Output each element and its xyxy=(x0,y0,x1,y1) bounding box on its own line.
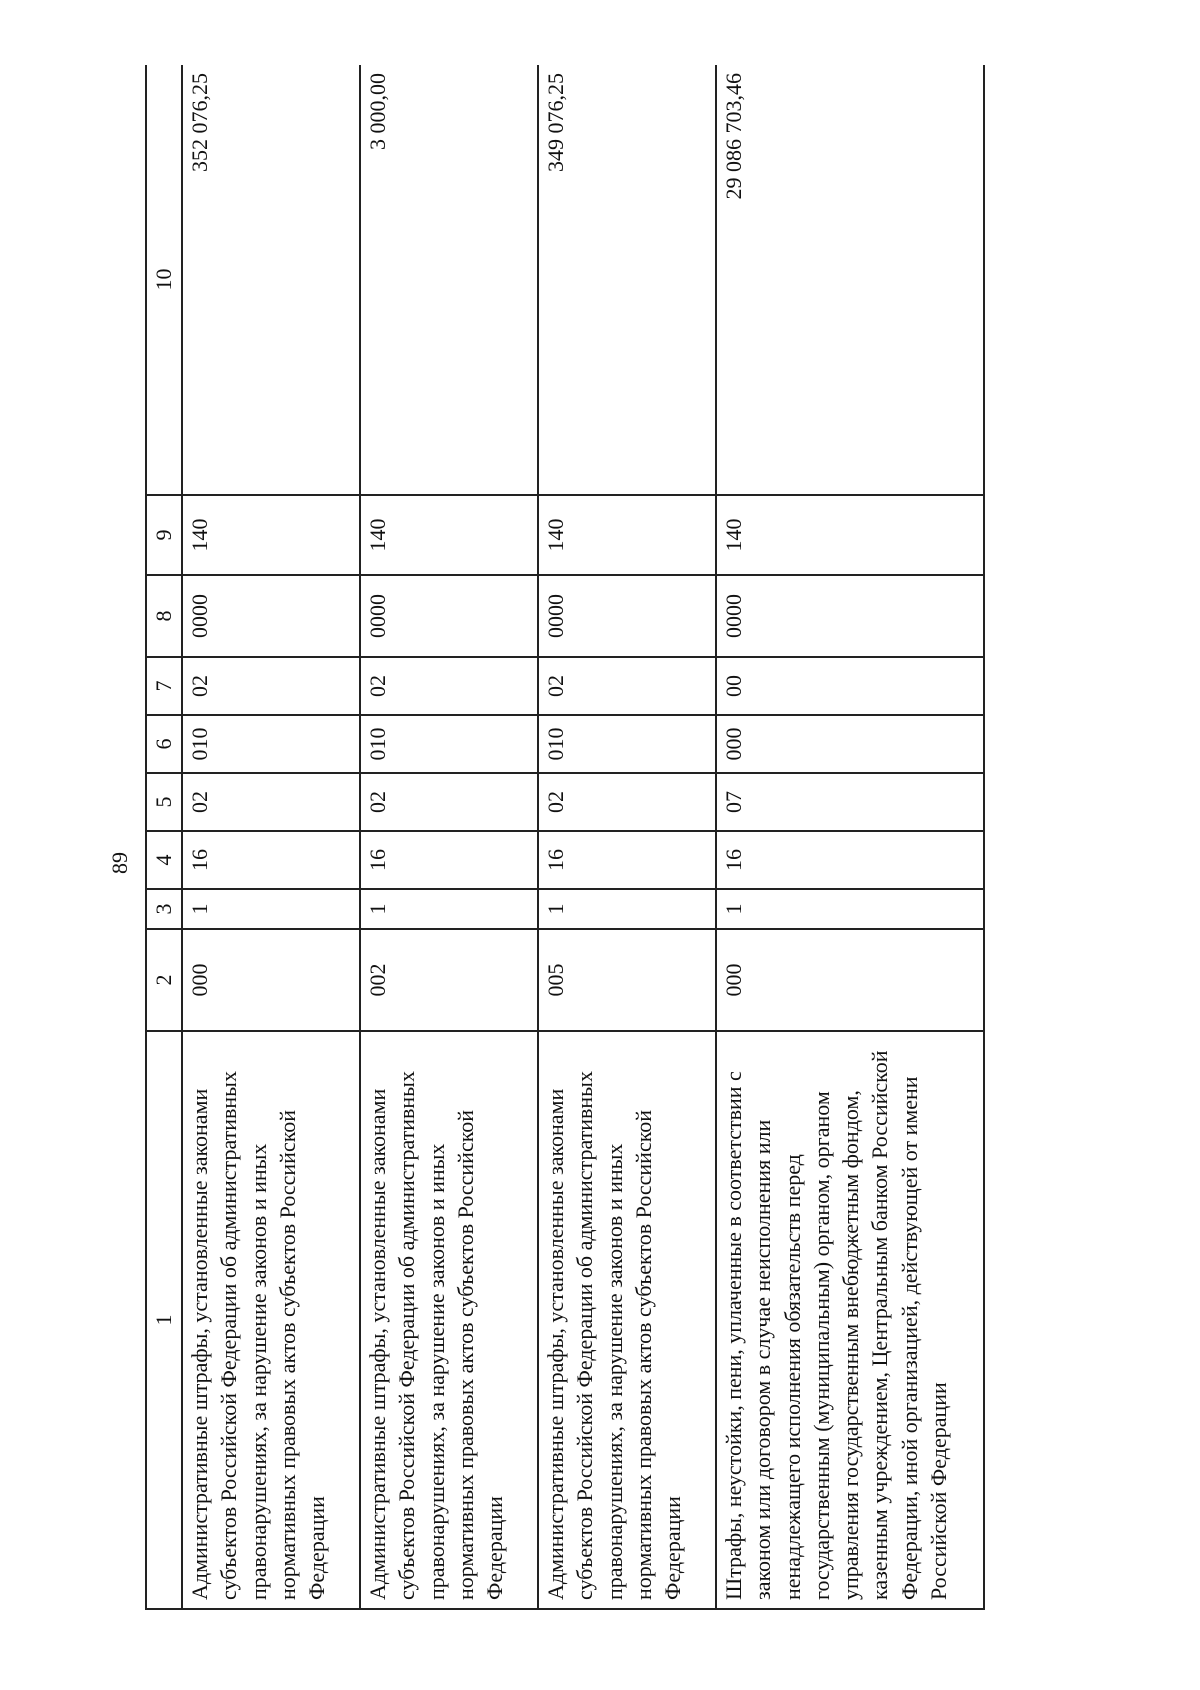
revenue-description: Административные штрафы, установленные законами субъектов Российской Федерации об административных правонарушениях, за нарушение законов и иных нормативных правовых актов субъектов Российской Федерации xyxy=(538,1031,716,1609)
subarticle-code: 010 xyxy=(360,715,538,773)
header-row xyxy=(146,65,182,1609)
program-code: 0000 xyxy=(716,575,984,657)
element-code: 00 xyxy=(716,657,984,715)
amount-value: 29 086 703,46 xyxy=(716,65,984,495)
revenue-description: Штрафы, неустойки, пени, уплаченные в соответствии с законом или договором в случае неисполнения или ненадлежащего исполнения обязательств перед государственным (муниципальным) органом, органом управления государственным внебюджетным фондом, казенным учреждением, Центральным банком Российской Федерации, иной организацией, действующей от имени Российской Федерации xyxy=(716,1031,984,1609)
table-stage xyxy=(145,65,1047,1610)
header-cell: 2 xyxy=(146,929,182,1031)
article-code: 02 xyxy=(182,773,360,831)
economic-class-code: 140 xyxy=(360,495,538,575)
table-row xyxy=(716,65,984,1609)
subgroup-code: 16 xyxy=(182,831,360,889)
program-code: 0000 xyxy=(360,575,538,657)
page-number: 89 xyxy=(107,852,132,874)
revenue-description: Административные штрафы, установленные законами субъектов Российской Федерации об административных правонарушениях, за нарушение законов и иных нормативных правовых актов субъектов Российской Федерации xyxy=(182,1031,360,1609)
group-code: 1 xyxy=(360,889,538,929)
program-code: 0000 xyxy=(538,575,716,657)
revenue-description: Административные штрафы, установленные законами субъектов Российской Федерации об административных правонарушениях, за нарушение законов и иных нормативных правовых актов субъектов Российской Федерации xyxy=(360,1031,538,1609)
header-cell: 5 xyxy=(146,773,182,831)
article-code: 02 xyxy=(360,773,538,831)
budget-table xyxy=(145,65,985,1610)
subgroup-code: 16 xyxy=(716,831,984,889)
subgroup-code: 16 xyxy=(538,831,716,889)
economic-class-code: 140 xyxy=(182,495,360,575)
table-rotor xyxy=(145,65,1047,1610)
element-code: 02 xyxy=(182,657,360,715)
admin-code: 002 xyxy=(360,929,538,1031)
header-cell: 1 xyxy=(146,1031,182,1609)
element-code: 02 xyxy=(360,657,538,715)
admin-code: 005 xyxy=(538,929,716,1031)
economic-class-code: 140 xyxy=(716,495,984,575)
header-cell: 4 xyxy=(146,831,182,889)
header-cell: 10 xyxy=(146,65,182,495)
admin-code: 000 xyxy=(716,929,984,1031)
program-code: 0000 xyxy=(182,575,360,657)
group-code: 1 xyxy=(716,889,984,929)
header-cell: 7 xyxy=(146,657,182,715)
subarticle-code: 000 xyxy=(716,715,984,773)
table-row xyxy=(538,65,716,1609)
header-cell: 9 xyxy=(146,495,182,575)
admin-code: 000 xyxy=(182,929,360,1031)
subarticle-code: 010 xyxy=(182,715,360,773)
subarticle-code: 010 xyxy=(538,715,716,773)
amount-value: 3 000,00 xyxy=(360,65,538,495)
header-cell: 8 xyxy=(146,575,182,657)
table-row xyxy=(182,65,360,1609)
subgroup-code: 16 xyxy=(360,831,538,889)
economic-class-code: 140 xyxy=(538,495,716,575)
group-code: 1 xyxy=(538,889,716,929)
group-code: 1 xyxy=(182,889,360,929)
article-code: 02 xyxy=(538,773,716,831)
header-cell: 6 xyxy=(146,715,182,773)
table-row xyxy=(360,65,538,1609)
article-code: 07 xyxy=(716,773,984,831)
amount-value: 349 076,25 xyxy=(538,65,716,495)
amount-value: 352 076,25 xyxy=(182,65,360,495)
header-cell: 3 xyxy=(146,889,182,929)
element-code: 02 xyxy=(538,657,716,715)
